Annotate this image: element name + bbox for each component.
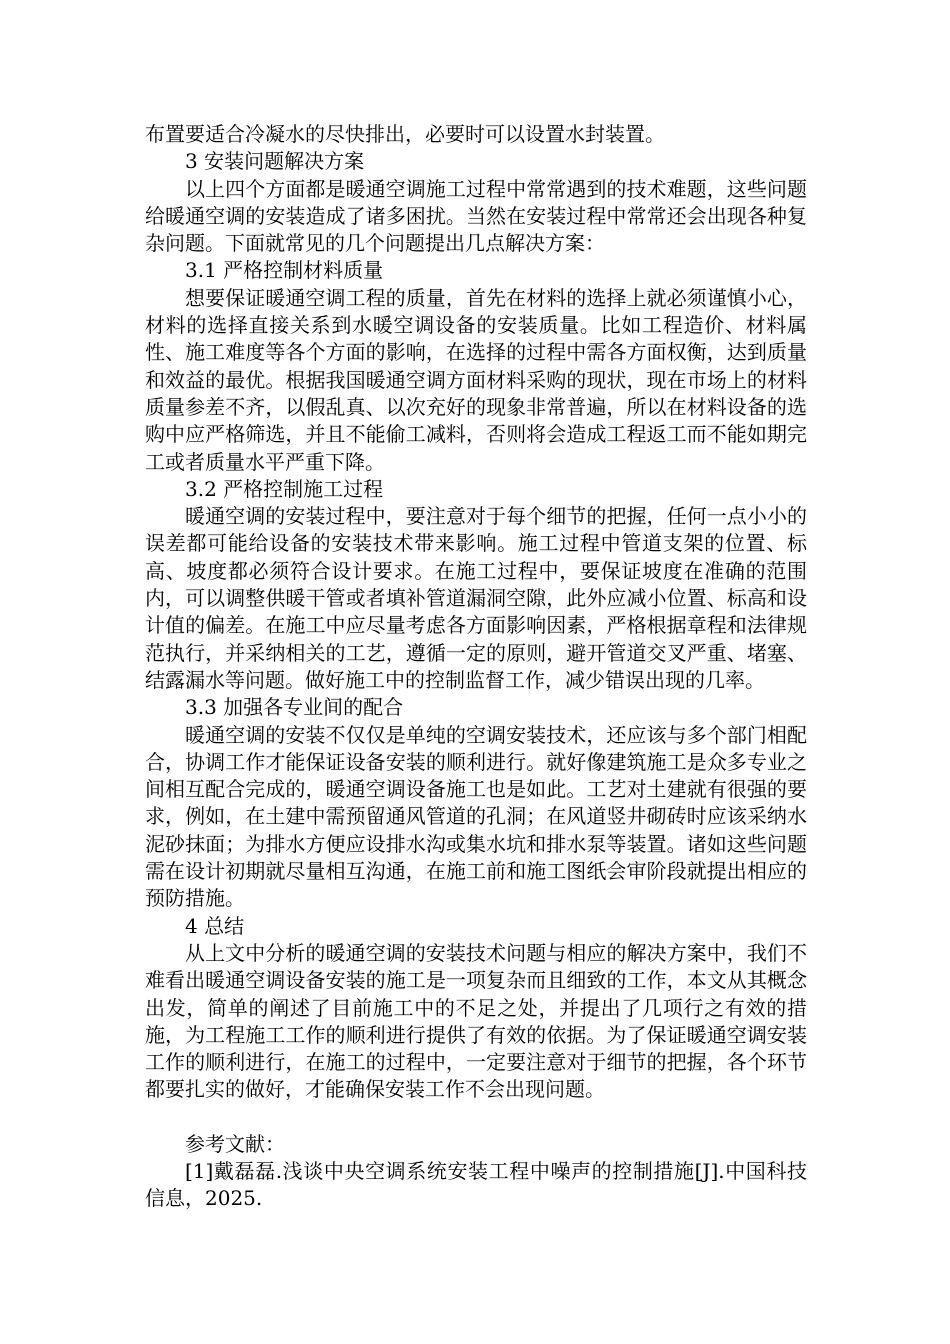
section-heading-3: 3 安装问题解决方案 (185, 149, 365, 174)
section-heading-3-2: 3.2 严格控制施工过程 (185, 476, 384, 501)
section-body-3-1: 想要保证暖通空调工程的质量，首先在材料的选择上就必须谨慎小心，材料的选择直接关系到水暖空调设备的安装质量。比如工程造价、材料属性、施工难度等各个方面的影响，在选择的过程中需各方面权衡，达到质量和效益的最优。根据我国暖通空调方面材料采购的现状，现在市场上的材料质量参差不齐，以假乱真、以次充好的现象非常普遍，所以在材料设备的选购中应严格筛选，并且不能偷工减料，否则将会造成工程返工而不能如期完工或者质量水平严重下降。 (145, 285, 807, 474)
section-heading-3-3: 3.3 加强各专业间的配合 (185, 695, 404, 720)
reference-item: [1]戴磊磊.浅谈中央空调系统安装工程中噪声的控制措施[J].中国科技信息，2025. (145, 1158, 807, 1211)
section-body-3-3: 暖通空调的安装不仅仅是单纯的空调安装技术，还应该与多个部门相配合，协调工作才能保证设备安装的顺利进行。就好像建筑施工是众多专业之间相互配合完成的，暖通空调设备施工也是如此。工艺对土建就有很强的要求，例如，在土建中需预留通风管道的孔洞；在风道竖井砌砖时应该采纳水泥砂抹面；为排水方便应设排水沟或集水坑和排水泵等装置。诸如这些问题需在设计初期就尽量相互沟通，在施工前和施工图纸会审阶段就提出相应的预防措施。 (145, 722, 807, 911)
intro-line: 布置要适合冷凝水的尽快排出，必要时可以设置水封装置。 (145, 122, 665, 146)
blank-line (145, 1104, 807, 1131)
section-heading-3-1: 3.1 严格控制材料质量 (185, 258, 384, 283)
section-body-3-2: 暖通空调的安装过程中，要注意对于每个细节的把握，任何一点小小的误差都可能给设备的安装技术带来影响。施工过程中管道支架的位置、标高、坡度都必须符合设计要求。在施工过程中，要保证坡度在准确的范围内，可以调整供暖干管或者填补管道漏洞空隙，此外应减小位置、标高和设计值的偏差。在施工中应尽量考虑各方面影响因素，严格根据章程和法律规范执行，并采纳相关的工艺，遵循一定的原则，避开管道交叉严重、堵塞、结露漏水等问题。做好施工中的控制监督工作，减少错误出现的几率。 (145, 504, 807, 692)
section-body-4: 从上文中分析的暖通空调的安装技术问题与相应的解决方案中，我们不难看出暖通空调设备安装的施工是一项复杂而且细致的工作，本文从其概念出发，简单的阐述了目前施工中的不足之处，并提出了几项行之有效的措施，为工程施工工作的顺利进行提供了有效的依据。为了保证暖通空调安装工作的顺利进行，在施工的过程中，一定要注意对于细节的把握，各个环节都要扎实的做好，才能确保安装工作不会出现问题。 (145, 940, 807, 1102)
section-heading-4: 4 总结 (185, 913, 245, 938)
document-body (145, 121, 807, 1213)
references-heading: 参考文献： (185, 1131, 285, 1156)
section-body-3: 以上四个方面都是暖通空调施工过程中常常遇到的技术难题，这些问题给暖通空调的安装造成了诸多困扰。当然在安装过程中常常还会出现各种复杂问题。下面就常见的几个问题提出几点解决方案： (145, 176, 807, 256)
